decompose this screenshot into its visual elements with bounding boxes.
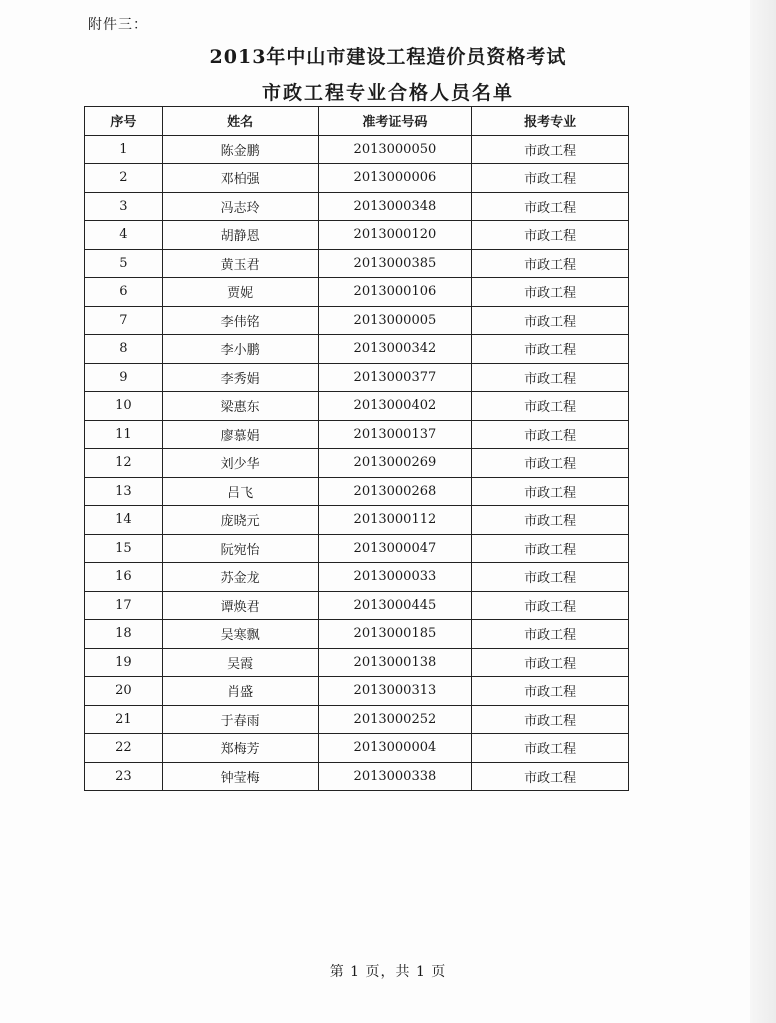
table-row [85,420,629,449]
row-index: 17 [85,591,163,620]
header-index: 序号 [85,107,163,136]
row-exam-id: 2013000385 [318,249,472,278]
row-exam-id: 2013000106 [318,278,472,307]
row-index: 18 [85,620,163,649]
row-name: 郑梅芳 [162,734,318,763]
row-index: 13 [85,477,163,506]
row-index: 11 [85,420,163,449]
row-exam-id: 2013000252 [318,705,472,734]
row-name: 于春雨 [162,705,318,734]
row-major: 市政工程 [472,335,629,364]
row-major: 市政工程 [472,506,629,535]
table-header-row [85,107,629,136]
table-row [85,506,629,535]
table-row [85,363,629,392]
table-row [85,392,629,421]
row-major: 市政工程 [472,363,629,392]
row-name: 邓柏强 [162,164,318,193]
row-major: 市政工程 [472,648,629,677]
table-row [85,249,629,278]
row-major: 市政工程 [472,534,629,563]
row-major: 市政工程 [472,164,629,193]
row-major: 市政工程 [472,563,629,592]
row-exam-id: 2013000137 [318,420,472,449]
row-index: 16 [85,563,163,592]
row-exam-id: 2013000004 [318,734,472,763]
row-name: 苏金龙 [162,563,318,592]
row-index: 14 [85,506,163,535]
table-row [85,563,629,592]
row-exam-id: 2013000342 [318,335,472,364]
row-exam-id: 2013000445 [318,591,472,620]
row-name: 冯志玲 [162,192,318,221]
row-index: 12 [85,449,163,478]
page-footer: 第 1 页，共 1 页 [329,964,447,980]
row-exam-id: 2013000138 [318,648,472,677]
row-exam-id: 2013000268 [318,477,472,506]
row-index: 23 [85,762,163,791]
row-major: 市政工程 [472,620,629,649]
row-name: 陈金鹏 [162,135,318,164]
row-index: 1 [85,135,163,164]
row-exam-id: 2013000338 [318,762,472,791]
row-exam-id: 2013000120 [318,221,472,250]
row-name: 刘少华 [162,449,318,478]
row-exam-id: 2013000269 [318,449,472,478]
row-major: 市政工程 [472,762,629,791]
row-index: 3 [85,192,163,221]
row-exam-id: 2013000006 [318,164,472,193]
row-exam-id: 2013000047 [318,534,472,563]
header-major: 报考专业 [472,107,629,136]
row-name: 胡静恩 [162,221,318,250]
row-major: 市政工程 [472,278,629,307]
table-row [85,278,629,307]
row-index: 4 [85,221,163,250]
row-name: 梁惠东 [162,392,318,421]
row-major: 市政工程 [472,705,629,734]
row-exam-id: 2013000005 [318,306,472,335]
row-major: 市政工程 [472,591,629,620]
row-name: 李伟铭 [162,306,318,335]
header-exam-id: 准考证号码 [318,107,472,136]
row-major: 市政工程 [472,392,629,421]
table-row [85,734,629,763]
row-index: 21 [85,705,163,734]
row-index: 2 [85,164,163,193]
row-major: 市政工程 [472,306,629,335]
row-major: 市政工程 [472,477,629,506]
row-index: 10 [85,392,163,421]
row-exam-id: 2013000348 [318,192,472,221]
row-name: 廖慕娟 [162,420,318,449]
table-row [85,135,629,164]
row-exam-id: 2013000313 [318,677,472,706]
row-name: 吴霞 [162,648,318,677]
table-row [85,705,629,734]
roster-table [84,106,629,791]
row-index: 8 [85,335,163,364]
row-name: 阮宛怡 [162,534,318,563]
row-major: 市政工程 [472,221,629,250]
row-major: 市政工程 [472,192,629,221]
row-name: 钟莹梅 [162,762,318,791]
table-row [85,192,629,221]
row-index: 7 [85,306,163,335]
row-exam-id: 2013000050 [318,135,472,164]
table-row [85,164,629,193]
row-name: 李小鹏 [162,335,318,364]
row-name: 吴寒飘 [162,620,318,649]
row-major: 市政工程 [472,677,629,706]
row-index: 22 [85,734,163,763]
row-index: 6 [85,278,163,307]
row-index: 9 [85,363,163,392]
row-exam-id: 2013000185 [318,620,472,649]
table-row [85,591,629,620]
table-row [85,648,629,677]
attachment-label: 附件三： [88,17,148,33]
row-major: 市政工程 [472,420,629,449]
table-row [85,335,629,364]
row-exam-id: 2013000033 [318,563,472,592]
table-row [85,477,629,506]
row-major: 市政工程 [472,449,629,478]
table-row [85,449,629,478]
row-name: 谭焕君 [162,591,318,620]
document-title: 2013年中山市建设工程造价员资格考试 [209,46,567,68]
row-major: 市政工程 [472,135,629,164]
row-name: 黄玉君 [162,249,318,278]
table-body [85,135,629,791]
row-major: 市政工程 [472,734,629,763]
row-index: 20 [85,677,163,706]
row-name: 肖盛 [162,677,318,706]
table-row [85,221,629,250]
table-row [85,620,629,649]
row-name: 庞晓元 [162,506,318,535]
document-subtitle: 市政工程专业合格人员名单 [261,82,514,104]
table-row [85,677,629,706]
row-index: 5 [85,249,163,278]
row-exam-id: 2013000112 [318,506,472,535]
table-row [85,534,629,563]
row-major: 市政工程 [472,249,629,278]
row-exam-id: 2013000377 [318,363,472,392]
row-index: 19 [85,648,163,677]
row-name: 李秀娟 [162,363,318,392]
row-name: 吕飞 [162,477,318,506]
header-name: 姓名 [162,107,318,136]
row-exam-id: 2013000402 [318,392,472,421]
row-name: 贾妮 [162,278,318,307]
table-row [85,306,629,335]
row-index: 15 [85,534,163,563]
scan-edge [750,0,776,1023]
table-row [85,762,629,791]
